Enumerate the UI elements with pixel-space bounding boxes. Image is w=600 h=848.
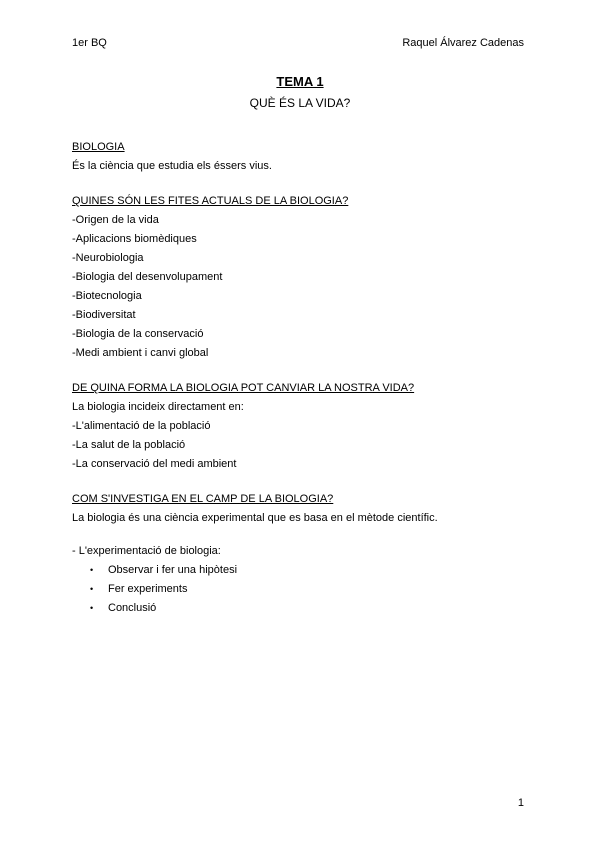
section-investiga xyxy=(72,490,532,618)
section-heading: DE QUINA FORMA LA BIOLOGIA POT CANVIAR LA NOSTRA VIDA? xyxy=(72,382,415,394)
list-item: -Medi ambient i canvi global xyxy=(72,347,209,359)
section-forma xyxy=(72,379,532,474)
header-author: Raquel Álvarez Cadenas xyxy=(402,37,524,49)
page-number: 1 xyxy=(517,797,524,809)
page-title: TEMA 1 xyxy=(276,74,324,89)
section-heading: COM S'INVESTIGA EN EL CAMP DE LA BIOLOGIA? xyxy=(72,493,334,505)
section-heading: BIOLOGIA xyxy=(72,141,125,153)
bullet-item xyxy=(90,599,532,618)
section-fites xyxy=(72,192,532,363)
text-line: La biologia és una ciència experimental que es basa en el mètode científic. xyxy=(72,512,438,524)
bullet-item xyxy=(90,561,532,580)
document-body xyxy=(72,138,532,634)
list-item: -Biologia de la conservació xyxy=(72,328,204,340)
bullet-icon: • xyxy=(90,603,94,613)
list-item: -La conservació del medi ambient xyxy=(72,458,237,470)
list-item: -La salut de la població xyxy=(72,439,186,451)
text-line: La biologia incideix directament en: xyxy=(72,401,244,413)
list-item: -Biologia del desenvolupament xyxy=(72,271,223,283)
list-item: -Biotecnologia xyxy=(72,290,142,302)
bullet-text: Conclusió xyxy=(108,602,157,614)
section-heading: QUINES SÓN LES FITES ACTUALS DE LA BIOLOGIA? xyxy=(72,195,349,207)
list-item: -Origen de la vida xyxy=(72,214,159,226)
bullet-text: Fer experiments xyxy=(108,583,188,595)
section-biologia xyxy=(72,138,532,176)
page-subtitle: QUÈ ÉS LA VIDA? xyxy=(249,96,351,110)
bullet-list xyxy=(72,561,532,618)
bullet-item xyxy=(90,580,532,599)
bullet-icon: • xyxy=(90,565,94,575)
sublabel: - L'experimentació de biologia: xyxy=(72,545,221,557)
bullet-text: Observar i fer una hipòtesi xyxy=(108,564,238,576)
list-item: -Neurobiologia xyxy=(72,252,144,264)
list-item: -L'alimentació de la població xyxy=(72,420,211,432)
bullet-icon: • xyxy=(90,584,94,594)
list-item: -Biodiversitat xyxy=(72,309,136,321)
list-item: -Aplicacions biomèdiques xyxy=(72,233,197,245)
text-line: És la ciència que estudia els éssers vius. xyxy=(72,160,272,172)
header-course: 1er BQ xyxy=(72,37,107,49)
